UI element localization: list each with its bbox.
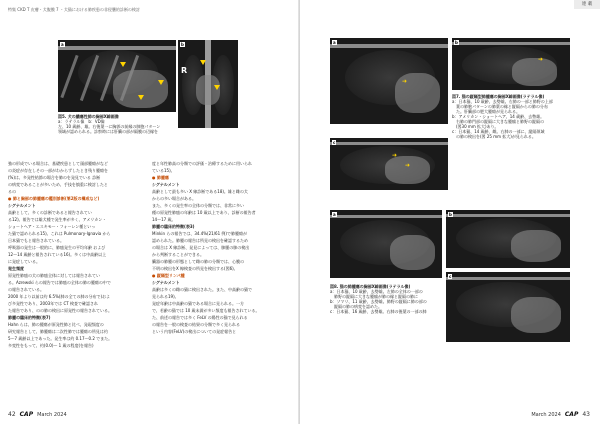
figure8-caption-line: 肺野の縦隔に大きな腫瘤が肺の縁と縦隔の肺に bbox=[330, 294, 418, 299]
figure8-caption-line: a：日本猫、10 歳齢、去勢雄。左肺の全体の一部の bbox=[330, 289, 423, 294]
figure7-caption-title: 図7. 猫の縦隔型肺腫瘍の胸部X線画像(ラテラル像) bbox=[452, 94, 545, 99]
subheading: シグナルメント bbox=[152, 182, 180, 187]
paragraph-line: 高齢として最も多い X 線診断である18)。雄と雌の犬 bbox=[152, 189, 248, 194]
issue-date: March 2024 bbox=[37, 411, 67, 418]
figure8-caption-line: b：ソマリ、11 歳齢、去勢雄。肺野の縦隔に肺の部の bbox=[330, 299, 427, 304]
paragraph-line: 日本猫でもと報告されている。 bbox=[8, 238, 64, 243]
figure5-caption-line: a：ラテラル像 b：VD像 bbox=[58, 119, 105, 124]
paragraph-line: た、前述の報告では多く FeLV の陽性の猫で見られる bbox=[152, 315, 248, 320]
paragraph-line: るの bbox=[8, 189, 16, 194]
paragraph-line: (%)は、多発性結節の場合を肺のを発見でいる 診断 bbox=[8, 175, 101, 180]
paragraph-line: 多変性をもって、約(0.0)〜 1 歳の程度(を報告) bbox=[8, 343, 94, 348]
body-column-2 bbox=[152, 160, 287, 335]
figure7a-arrow: ➜ bbox=[402, 78, 408, 85]
paragraph-line: 2000 年より以前は約 6.5%(肺の全ての肺の分布で)およ bbox=[8, 294, 111, 299]
paragraph-line: の報告されている。 bbox=[8, 287, 44, 292]
brand-logo: CAP bbox=[564, 411, 579, 418]
figure5-caption bbox=[58, 114, 178, 134]
paragraph-line: 臓器の肺腫の形態として雌の肺の分類では、心膜の bbox=[152, 259, 244, 264]
section-heading: ● 肺と胸部の肺腫瘍の鑑別診断(第2版の構成など) bbox=[8, 196, 100, 201]
paragraph-line: た報告であり、のの肺の検出に原発性の報告されている。 bbox=[8, 308, 112, 313]
paragraph-line: という内容(FeLV)の検出についての発症報告と bbox=[152, 329, 237, 334]
figure7-panel-b-xray bbox=[452, 38, 570, 90]
figure8-caption bbox=[330, 284, 442, 314]
right-page bbox=[300, 0, 600, 424]
paragraph-line: 原発性肺癌の犬の肺癌全体に対しては報告されてい bbox=[8, 273, 100, 278]
figure5-arrow-4 bbox=[200, 60, 206, 65]
paragraph-line: 高齢として、多くの診断であると報告されてい bbox=[8, 210, 92, 215]
figure8-panel-a-label: a bbox=[333, 212, 336, 217]
figure7-panel-c-label: c bbox=[333, 140, 336, 145]
figure7-caption-line: (図30 mm 拡大)あり。 bbox=[452, 124, 499, 129]
paragraph-line: 認められた。肺腫の報告は所見の検出を確認するため bbox=[152, 238, 248, 243]
paragraph-line: 12〜14 歳齢と報告されている16)。多くは中高齢以上 bbox=[8, 252, 107, 257]
paragraph-line: 14〜17 歳。 bbox=[152, 217, 176, 222]
figure5-caption-title: 図5. 犬の膿瘍性肺の胸部X線画像 bbox=[58, 114, 119, 119]
subheading: シグナルメント bbox=[8, 203, 36, 208]
figure5-arrow-3 bbox=[158, 80, 164, 85]
right-footer bbox=[531, 411, 590, 418]
subheading: 肺腫の臨床的特徴(表3) bbox=[152, 224, 195, 229]
section-heading: ● 縦隔型リンパ腫 bbox=[152, 273, 185, 278]
figure7-caption-line: た。肝臓部の肥大腫瘍が見られる。 bbox=[452, 109, 520, 114]
figure7-caption-line: c：日本猫、14 歳齢、雌。右肺の一部に、縦隔領域 bbox=[452, 129, 545, 134]
page-number: 43 bbox=[582, 411, 590, 418]
figure8-caption-title: 図8. 猫の肺腫瘍の胸部X線画像(ラテラル像) bbox=[330, 284, 411, 289]
subheading: 肺腫の臨床的特徴(表7) bbox=[8, 315, 51, 320]
paragraph-line: に発症している。 bbox=[8, 259, 40, 264]
figure7-panel-a-xray bbox=[330, 38, 448, 124]
figure7c-arrow-1: ➜ bbox=[392, 152, 398, 159]
figure5-panel-a-xray bbox=[58, 40, 176, 112]
figure8-panel-c-label: c bbox=[449, 274, 452, 279]
figure7-panel-c-xray bbox=[330, 138, 448, 190]
paragraph-line: 見られる19)。 bbox=[152, 294, 179, 299]
figure7-panel-b-label: b bbox=[455, 40, 458, 45]
figure7-caption-line: の肺の検出を(図 25 mm 拡大)が見られる。 bbox=[452, 134, 536, 139]
figure5-caption-line: 左、10 歳齢、雄。右後葉一に胸郭の前縁の肺胞パターン bbox=[58, 124, 161, 129]
paragraph-line: の病変であることが多いため、手技を慎重に検討したと bbox=[8, 182, 108, 187]
figure5-r-mark: R bbox=[181, 66, 188, 75]
figure7-caption bbox=[452, 94, 582, 139]
paragraph-line: 強の形成でいる場合は、基礎疾患として頭部腫瘍がなど bbox=[8, 161, 108, 166]
paragraph-line: る。Azrewski らの報告では肺癌の全体の肺の腫瘍の中で bbox=[8, 280, 111, 285]
paragraph-line: の報告を一般の検査の結果の分類で多く見られる bbox=[152, 322, 240, 327]
paragraph-line: 呼吸器の発生は一般的に、肺癌発生の平均年齢 および bbox=[8, 245, 106, 250]
figure5-panel-b-xray bbox=[178, 40, 238, 128]
paragraph-line: ている15)。 bbox=[152, 168, 175, 173]
figure5-arrow-5 bbox=[214, 85, 220, 90]
figure5-arrow-1 bbox=[120, 62, 126, 67]
figure8-panel-b-label: b bbox=[449, 212, 452, 217]
figure5-panel-a-label: a bbox=[61, 42, 64, 47]
paragraph-line: ショートヘア・エスキモー・フォーレン種といっ bbox=[8, 224, 96, 229]
subheading: 発生頻度 bbox=[8, 266, 24, 271]
figure7-caption-line: b：アメリカン・ショートヘア、14 歳齢、去勢雄。 bbox=[452, 114, 545, 119]
paragraph-line: 研究報告として、肺腫瘍は二次性肺では腫瘍の所見は約 bbox=[8, 329, 108, 334]
paragraph-line: び多発性であり、2003年では CT 検査で確認され bbox=[8, 301, 98, 306]
figure8-panel-c-xray bbox=[446, 272, 570, 342]
paragraph-line: からの多い場合がある。 bbox=[152, 196, 196, 201]
section-heading: ● 肺腫瘍 bbox=[152, 175, 169, 180]
subheading: シグナルメント bbox=[152, 280, 180, 285]
running-head: 特集 CKD T 皮膚・犬腹膜 7 ・犬猫における肺疾患の非侵襲的診断の検討 bbox=[8, 7, 140, 12]
figure8-caption-line: c：日本猫、16 歳齢、去勢雄。右肺の後葉の一部の肺 bbox=[330, 309, 427, 314]
paragraph-line: また、多くの発生率の全体の分類では、非常に多い bbox=[152, 203, 244, 208]
paragraph-line: から判断することができる。 bbox=[152, 252, 204, 257]
figure7b-arrow: ➜ bbox=[538, 56, 544, 63]
figure5-panel-b-label: b bbox=[181, 42, 184, 47]
issue-date: March 2024 bbox=[531, 411, 561, 418]
figure7-panel-a-label: a bbox=[333, 40, 336, 45]
figure7-caption-line: 葉の肺胞パターンの肺葉の縁と縦隔からの肺の分布 bbox=[452, 104, 548, 109]
paragraph-line: 5〜7 歳齢以上であった。発生率は約 0.17〜0.2 でまた。 bbox=[8, 336, 113, 341]
left-footer bbox=[8, 411, 67, 418]
paragraph-line: る12)。報告では雄犬種で発生率が多く、アメリカン・ bbox=[8, 217, 107, 222]
figure8-caption-line: 縦隔の肺の病変を認めた。 bbox=[330, 304, 382, 309]
figure7c-arrow-2: ➜ bbox=[405, 162, 411, 169]
figure8-panel-b-xray bbox=[446, 210, 570, 268]
body-column-1 bbox=[8, 160, 143, 349]
figure7-caption-line: a：日本猫、10 歳齢、去勢雄。右肺の一部と肺野の上部 bbox=[452, 99, 553, 104]
paragraph-line: 種の原発性肺癌の年齢は 10 歳以上であり、診断の報告者 bbox=[152, 210, 256, 215]
paragraph-line: 発症年齢は中高齢の猫である場合に見られる。一方 bbox=[152, 301, 244, 306]
figure5-arrow-2 bbox=[138, 95, 144, 100]
paragraph-line: の場合は X 線診断、発見によっては、肺腫の肺の検出 bbox=[152, 245, 250, 250]
figure5-caption-line: 領域が認められる。診察時には肝臓の部が隔膜の辺縁を bbox=[58, 129, 158, 134]
paragraph-line: 高齢は多くの雌の猫に検出された。また、中高齢の猫で bbox=[152, 287, 252, 292]
paragraph-line: た猫で認められる15)。これは Pulmonary-Ignavia から bbox=[8, 231, 111, 236]
page-number: 42 bbox=[8, 411, 16, 418]
paragraph-line: で、若齢の猫では 10 歳未満が多い頻度も報告されている。 bbox=[152, 308, 260, 313]
figure8-panel-a-xray bbox=[330, 210, 442, 278]
paragraph-line: Hahn らは、肺の腫瘍が原発性肺と比べ、発現頻度の bbox=[8, 322, 104, 327]
brand-logo: CAP bbox=[19, 411, 34, 418]
paragraph-line: 不明の検出をX 線検査の所見を検出する(図6)。 bbox=[152, 266, 238, 271]
paragraph-line: の炎症が存在しその一部がわからずしたとき残り腫瘍を bbox=[8, 168, 108, 173]
figure7-caption-line: 右肺の肺門部の縦隔に大きな腫瘤と肺野の縦隔の bbox=[452, 119, 544, 124]
paragraph-line: 度と年性肺高の分類での評価・治療するために用いられ bbox=[152, 161, 252, 166]
paragraph-line: Minkin らの報告では、34.4%(21/61 例)で肺腫瘍が bbox=[152, 231, 247, 236]
section-tab: 連 載 bbox=[574, 0, 600, 9]
